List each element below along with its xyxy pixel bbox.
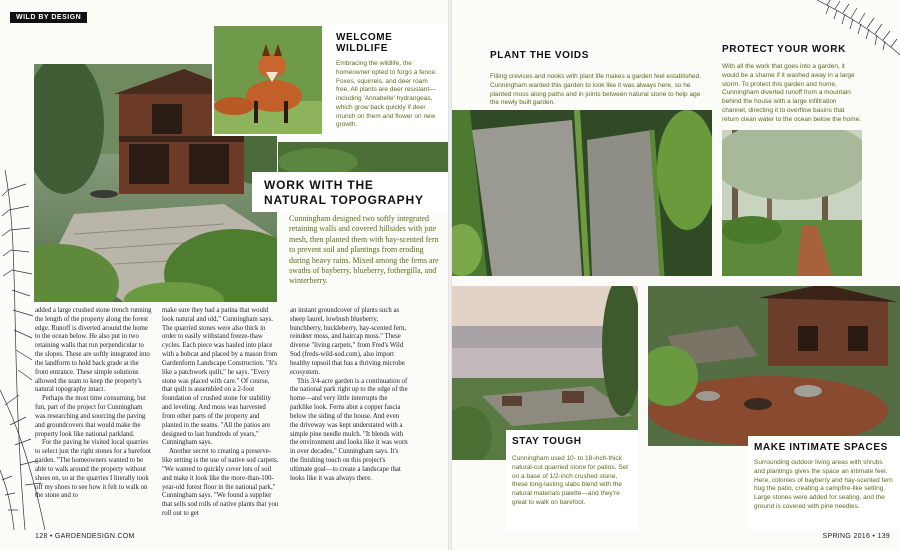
col3-para-1: an instant groundcover of plants such as sheep laurel, lowbush blueberry, bunchberry, huckleberry, hay-scented fern, reindeer moss, and haircap moss." These diverse "living carpets," from Fred's Wild Sod (freds-wild-sod.com), also import healthy topsoil that has a thriving microbe ecosystem. — [290, 307, 407, 376]
fire-pit-photo — [648, 286, 900, 446]
body-column-1 — [35, 307, 153, 501]
article-headline-box — [252, 172, 448, 212]
left-folio: 128 • GARDENDESIGN.COM — [35, 533, 135, 540]
stay-tough-title: STAY TOUGH — [512, 436, 582, 447]
protect-work-text: With all the work that goes into a garden, it would be a shame if it washed away in a large storm. To protect this garden and home, Cunningham diverted runoff from a mountain behind the house with a large infiltration channel, directing it to overflow basins that return clean water to the ocean below the home. — [722, 63, 862, 123]
stay-tough-text: Cunningham used 10- to 18-inch-thick natural-cut quarried stone for patios. Set on a base of 1/2-inch crushed stone, these long-lasting slabs blend with the natural materials palette—and they're great to walk on barefoot. — [512, 455, 628, 506]
stay-tough-caption — [506, 430, 638, 530]
col1-para-3: For the paving he visited local quarries to select just the right stones for a barefoot garden. "The homeowners wanted to be able to walk around the property without shoes on, so at the quarries I literally took off my shoes to see how it felt to walk on the stone and to — [35, 439, 151, 500]
right-folio: SPRING 2016 • 139 — [822, 533, 890, 540]
right-page — [452, 0, 900, 550]
article-lede: Cunningham designed two softly integrated retaining walls and covered hillsides with jute mesh, then planted them with hay-scented fern to prevent soil and plantings from eroding during heavy rains. Mixed among the ferns are swaths of bayberry, blueberry, fothergilla, and winterberry. — [289, 214, 439, 286]
plant-voids-caption — [490, 50, 710, 108]
plant-voids-text: Filling crevices and nooks with plant life makes a garden feel established. Cunningham wanted this garden to look like it was always here, so he planted moss along paths and in joints between natural stone to help age the newly built garden. — [490, 73, 702, 107]
stone-fern-photo — [452, 110, 712, 276]
col3-para-2: This 3/4-acre garden is a continuation of the national park right up to the edge of the home—and very little interrupts the parklike look. Ferns abut a copper fascia below the siding of the house. And even the driveway was kept understated with a simple pine needle mulch. "It blends with the environment and looks like it was worn in over decades," Cunningham says. It's the finishing touch on this project's ultimate goal—to create a landscape that looks like it was always there. — [290, 377, 408, 482]
fox-photo — [212, 24, 324, 136]
welcome-wildlife-title: WELCOME WILDLIFE — [336, 32, 393, 54]
body-column-3 — [290, 307, 408, 484]
col2-para-1: make sure they had a patina that would look natural and old," Cunningham says. The quarried stones were also thick in order to easily withstand freeze-thaw cycles. Each piece was hauled into place with a bobcat and placed by a mason from Gardenform Landscape Construction. "It's like a patchwork quilt," he says. "Every stone was placed with care." Of course, that quilt is assembled on a 2-foot foundation of crushed stone for stability and leveling. And moss was harvested from other parts of the property and planted in the seams. "All the patios are designed to last hundreds of years," Cunningham says. — [162, 307, 278, 447]
protect-work-caption — [722, 44, 862, 124]
welcome-wildlife-caption — [326, 24, 448, 142]
section-tab: WILD BY DESIGN — [10, 12, 87, 23]
col1-para-1: added a large crushed stone trench running the length of the property along the forest edge. Runoff is diverted around the home to the ocean below. He also put in two retaining walls that run perpendicular to the slopes. These are softly integrated into the landform to hold back grade at the front entrance. These simple solutions allowed the team to keep the property's natural topography intact. — [35, 307, 152, 394]
plant-voids-title: PLANT THE VOIDS — [490, 50, 590, 61]
intimate-spaces-title: MAKE INTIMATE SPACES — [754, 442, 888, 453]
body-column-2 — [162, 307, 280, 519]
col2-para-2: Another secret to creating a preserve-like setting is the use of native sod carpets. "We wanted to quickly cover lots of soil and make it look like the more-than-100-year-old forest floor in the national park," Cunningham says. "We found a supplier that sells sod rolls of native plants that you roll out to get — [162, 448, 279, 518]
intimate-spaces-caption — [748, 436, 900, 530]
protect-work-title: PROTECT YOUR WORK — [722, 44, 846, 55]
col1-para-2: Perhaps the most time consuming, but fun, part of the project for Cunningham was researching and sourcing the paving and groundcovers that would make the property look like national parkland. — [35, 395, 146, 438]
left-page — [0, 0, 448, 550]
forest-path-photo — [722, 130, 862, 276]
article-headline: WORK WITH THE NATURAL TOPOGRAPHY — [264, 178, 424, 207]
path-garden-photo — [278, 142, 448, 172]
intimate-spaces-text: Surrounding outdoor living areas with shrubs and plantings gives the space an intimate feel. Here, colonies of bayberry and hay-scented fern hug the patio, creating a campfire-like setting. Large stones were added for seating, and the ground is covered with pine needles. — [754, 459, 893, 510]
welcome-wildlife-text: Embracing the wildlife, the homeowner opted to forgo a fence. Foxes, squirrels, and deer roam free. All plants are deer resistant—including 'Annabelle' hydrangeas, which grow back quickly if deer munch on them and flower on new growth. — [336, 60, 437, 129]
